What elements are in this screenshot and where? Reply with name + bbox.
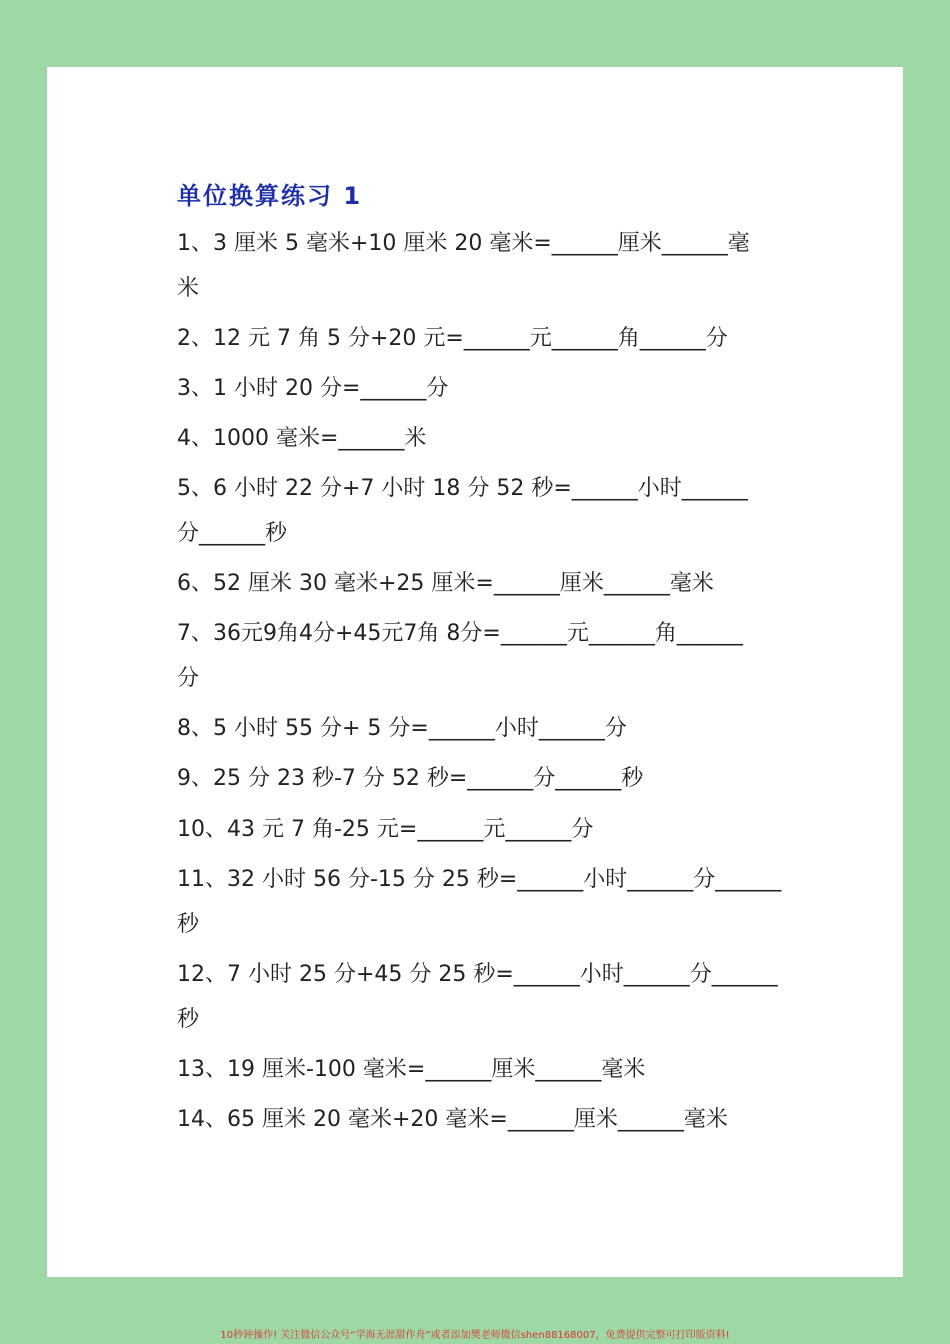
problem-line: 3、1 小时 20 分=______分 [177, 376, 449, 401]
problem-line: 12、7 小时 25 分+45 分 25 秒=______小时______分______ [177, 962, 778, 987]
problem-line: 秒 [177, 912, 200, 937]
problem-line: 7、36元9角4分+45元7角 8分=______元______角______ [177, 621, 743, 646]
problem-line: 分______秒 [177, 521, 288, 546]
problem-line: 分 [177, 666, 200, 691]
problem-line: 米 [177, 276, 200, 301]
problem-line: 1、3 厘米 5 毫米+10 厘米 20 毫米=______厘米______毫 [177, 231, 750, 256]
problem-line: 2、12 元 7 角 5 分+20 元=______元______角______分 [177, 326, 728, 351]
problem-line: 6、52 厘米 30 毫米+25 厘米=______厘米______毫米 [177, 571, 714, 596]
problem-line: 4、1000 毫米=______米 [177, 426, 427, 451]
problem-line: 5、6 小时 22 分+7 小时 18 分 52 秒=______小时______ [177, 476, 748, 501]
worksheet-title: 单位换算练习 1 [177, 182, 363, 210]
problem-line: 9、25 分 23 秒-7 分 52 秒=______分______秒 [177, 766, 644, 791]
problem-line: 秒 [177, 1007, 200, 1032]
problem-line: 11、32 小时 56 分-15 分 25 秒=______小时______分______ [177, 867, 782, 892]
problem-line: 14、65 厘米 20 毫米+20 毫米=______厘米______毫米 [177, 1107, 728, 1132]
problem-line: 13、19 厘米-100 毫米=______厘米______毫米 [177, 1057, 646, 1082]
problem-line: 10、43 元 7 角-25 元=______元______分 [177, 817, 594, 842]
problem-line: 8、5 小时 55 分+ 5 分=______小时______分 [177, 716, 627, 741]
footer-notice: 10秒钟操作! 关注微信公众号“学海无涯甜作舟”或者添加樊老师微信shen88168007，免费提供完整可打印版资料! [220, 1330, 730, 1341]
